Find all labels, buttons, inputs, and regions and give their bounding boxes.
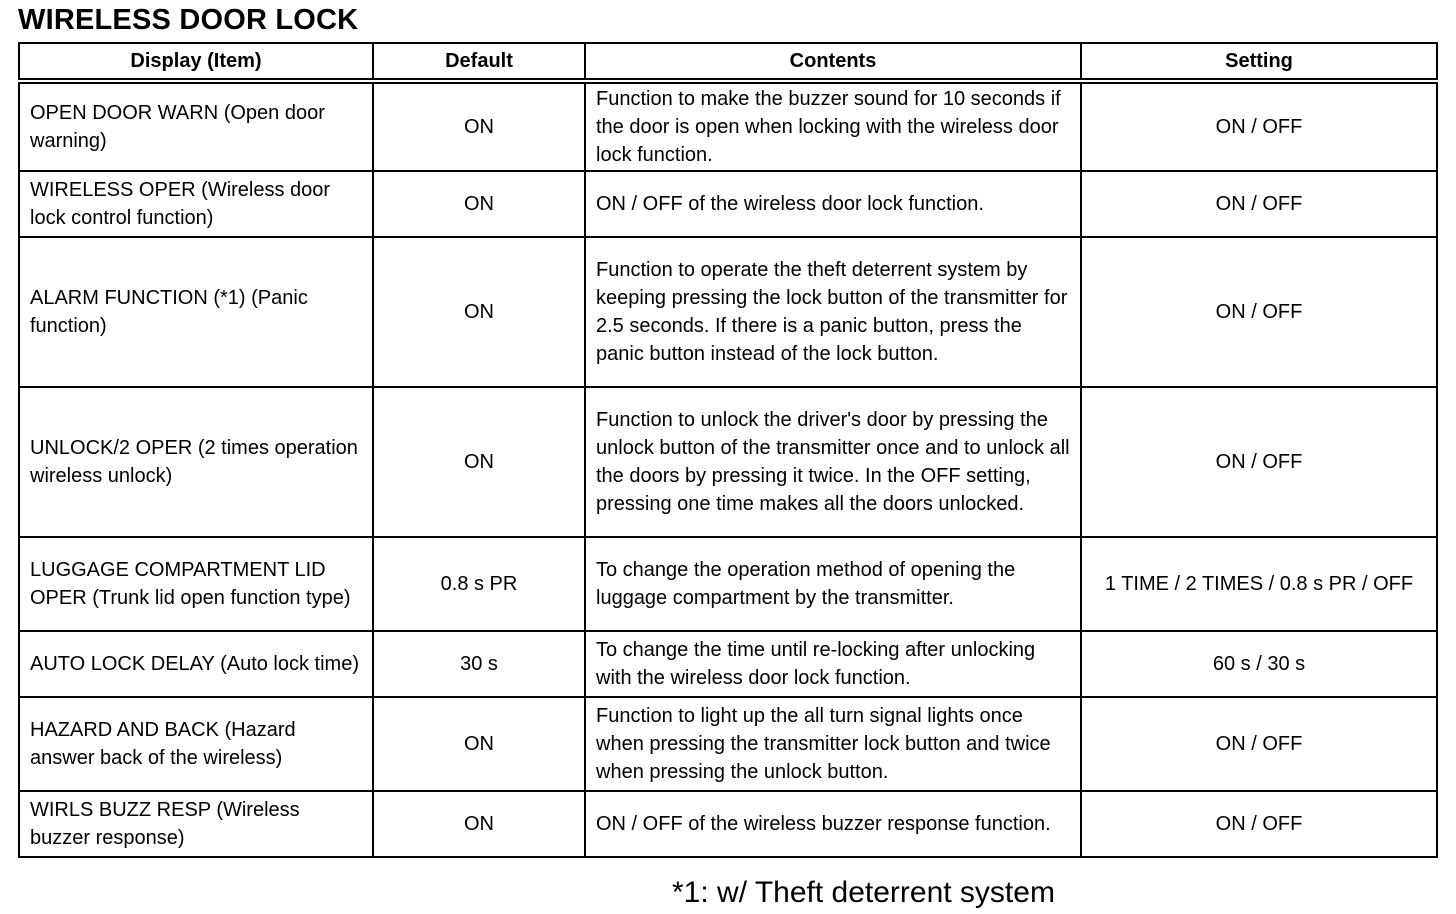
page-title: WIRELESS DOOR LOCK xyxy=(18,4,359,36)
header-setting: Setting xyxy=(1081,43,1437,81)
table-row xyxy=(19,171,1437,237)
cell-contents: Function to unlock the driver's door by pressing the unlock button of the transmitter once and to unlock all the doors by pressing it twice. In the OFF setting, pressing one time makes all the doors unlocked. xyxy=(585,387,1081,537)
cell-default: ON xyxy=(373,791,585,857)
table-row xyxy=(19,387,1437,537)
cell-default: 30 s xyxy=(373,631,585,697)
cell-display: UNLOCK/2 OPER (2 times operation wireless unlock) xyxy=(19,387,373,537)
cell-setting: 1 TIME / 2 TIMES / 0.8 s PR / OFF xyxy=(1081,537,1437,631)
cell-contents: ON / OFF of the wireless buzzer response function. xyxy=(585,791,1081,857)
cell-default: 0.8 s PR xyxy=(373,537,585,631)
cell-contents: Function to operate the theft deterrent system by keeping pressing the lock button of the transmitter for 2.5 seconds. If there is a panic button, press the panic button instead of the lock button. xyxy=(585,237,1081,387)
cell-setting: ON / OFF xyxy=(1081,237,1437,387)
cell-setting: 60 s / 30 s xyxy=(1081,631,1437,697)
cell-contents: ON / OFF of the wireless door lock function. xyxy=(585,171,1081,237)
footnote: *1: w/ Theft deterrent system xyxy=(672,876,1055,909)
cell-setting: ON / OFF xyxy=(1081,81,1437,171)
header-contents: Contents xyxy=(585,43,1081,81)
cell-display: WIRLS BUZZ RESP (Wireless buzzer response) xyxy=(19,791,373,857)
cell-default: ON xyxy=(373,387,585,537)
cell-display: LUGGAGE COMPARTMENT LID OPER (Trunk lid open function type) xyxy=(19,537,373,631)
cell-setting: ON / OFF xyxy=(1081,171,1437,237)
cell-default: ON xyxy=(373,697,585,791)
cell-default: ON xyxy=(373,171,585,237)
header-default: Default xyxy=(373,43,585,81)
cell-default: ON xyxy=(373,81,585,171)
cell-display: AUTO LOCK DELAY (Auto lock time) xyxy=(19,631,373,697)
cell-display: HAZARD AND BACK (Hazard answer back of the wireless) xyxy=(19,697,373,791)
table-row xyxy=(19,81,1437,171)
cell-setting: ON / OFF xyxy=(1081,697,1437,791)
table-row xyxy=(19,697,1437,791)
cell-setting: ON / OFF xyxy=(1081,791,1437,857)
cell-setting: ON / OFF xyxy=(1081,387,1437,537)
settings-table xyxy=(18,42,1438,858)
cell-contents: Function to make the buzzer sound for 10 seconds if the door is open when locking with the wireless door lock function. xyxy=(585,81,1081,171)
table-row xyxy=(19,791,1437,857)
cell-display: ALARM FUNCTION (*1) (Panic function) xyxy=(19,237,373,387)
header-display: Display (Item) xyxy=(19,43,373,81)
table-header-row xyxy=(19,43,1437,81)
table-row xyxy=(19,537,1437,631)
cell-display: WIRELESS OPER (Wireless door lock control function) xyxy=(19,171,373,237)
cell-contents: To change the operation method of opening the luggage compartment by the transmitter. xyxy=(585,537,1081,631)
cell-display: OPEN DOOR WARN (Open door warning) xyxy=(19,81,373,171)
table-row xyxy=(19,237,1437,387)
cell-contents: Function to light up the all turn signal lights once when pressing the transmitter lock button and twice when pressing the unlock button. xyxy=(585,697,1081,791)
cell-contents: To change the time until re-locking after unlocking with the wireless door lock function. xyxy=(585,631,1081,697)
cell-default: ON xyxy=(373,237,585,387)
table-row xyxy=(19,631,1437,697)
